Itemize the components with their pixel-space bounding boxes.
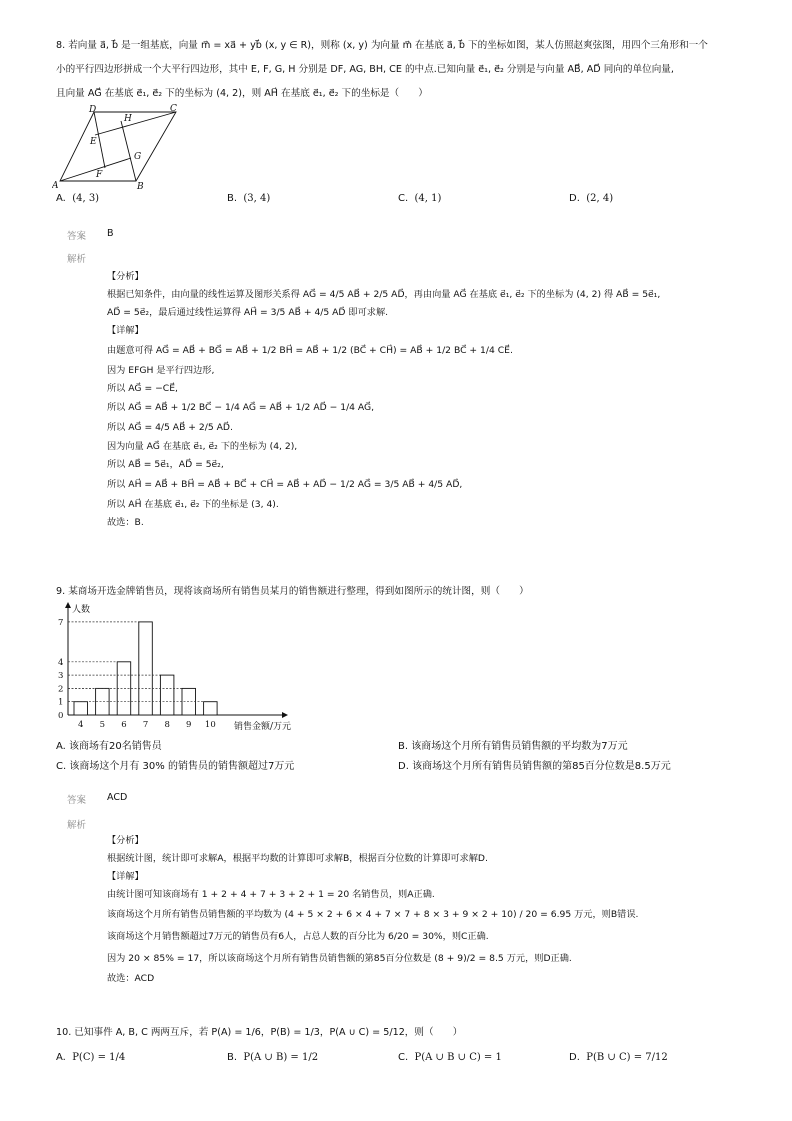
q8-sol-line: 所以 AG⃗ = 4/5 AB⃗ + 2/5 AD⃗. <box>107 422 233 433</box>
q9-sol-line: 故选：ACD <box>107 973 155 984</box>
bar-4 <box>74 702 88 715</box>
label-H: H <box>124 114 132 124</box>
q8-sol-line: 所以 AG⃗ = AB⃗ + 1/2 BC⃗ − 1/4 AG⃗ = AB⃗ + 1/2 AD⃗ − 1/4 AG⃗, <box>107 402 375 413</box>
y-tick-label: 7 <box>58 617 64 628</box>
q10-option-c[interactable]: C. P(A ∪ B ∪ C) = 1 <box>398 1052 502 1063</box>
label-A: A <box>52 181 59 190</box>
q9-bar-chart <box>52 600 312 735</box>
q9-stem: 9. 某商场开选金牌销售员，现将该商场所有销售员某月的销售额进行整理，得到如图所示的统计图，则（ ） <box>56 586 529 597</box>
y-tick-label: 1 <box>58 697 64 708</box>
q9-sol-line: 因为 20 × 85% = 17，所以该商场这个月所有销售员销售额的第85百分位数是 (8 + 9)/2 = 8.5 万元，则D正确. <box>107 953 572 964</box>
q8-option-b[interactable]: B. (3, 4) <box>227 193 271 204</box>
y-tick-label: 3 <box>58 671 64 682</box>
q8-analysis-label: 解析 <box>67 254 87 265</box>
q9-option-c[interactable]: C. 该商场这个月有 30% 的销售员的销售额超过7万元 <box>56 761 295 772</box>
label-D: D <box>89 105 97 115</box>
q8-parallelogram-figure <box>52 102 187 190</box>
q9-option-d[interactable]: D. 该商场这个月所有销售员销售额的第85百分位数是8.5万元 <box>398 761 671 772</box>
y-axis-label: 人数 <box>72 605 91 615</box>
bar-8 <box>160 675 174 715</box>
outer-parallelogram <box>60 112 176 181</box>
q9-option-a[interactable]: A. 该商场有20名销售员 <box>56 741 162 752</box>
q8-sol-line: 【分析】 <box>107 271 144 282</box>
q9-solution <box>107 832 638 988</box>
q8-sol-line: 所以 AH⃗ = AB⃗ + BH⃗ = AB⃗ + BC⃗ + CH⃗ = AB⃗ + AD⃗ − 1/2 AG⃗ = 3/5 AB⃗ + 4/5 AD⃗, <box>107 479 463 490</box>
q9-sol-line: 根据统计图，统计即可求解A，根据平均数的计算即可求解B，根据百分位数的计算即可求解D. <box>107 853 488 864</box>
q8-sol-line: AD⃗ = 5e⃗₂，最后通过线性运算得 AH⃗ = 3/5 AB⃗ + 4/5 AD⃗ 即可求解. <box>107 307 389 318</box>
x-tick-label: 4 <box>78 720 84 730</box>
y-tick-label: 4 <box>58 657 64 668</box>
q8-sol-line: 由题意可得 AG⃗ = AB⃗ + BG⃗ = AB⃗ + 1/2 BH⃗ = AB⃗ + 1/2 (BC⃗ + CH⃗) = AB⃗ + 1/2 BC⃗ + 1/4 CE⃗. <box>107 345 513 356</box>
bar-7 <box>139 622 153 715</box>
x-tick-label: 5 <box>99 720 106 730</box>
q10-option-b[interactable]: B. P(A ∪ B) = 1/2 <box>227 1052 319 1063</box>
x-tick-label: 10 <box>204 720 216 730</box>
q8-sol-line: 所以 AG⃗ = −CE⃗, <box>107 383 178 394</box>
q9-analysis-label: 解析 <box>67 820 87 831</box>
q8-option-c[interactable]: C. (4, 1) <box>398 193 442 204</box>
x-tick-label: 7 <box>142 720 149 730</box>
x-tick-label: 9 <box>186 720 192 730</box>
q8-sol-line: 所以 AB⃗ = 5e⃗₁，AD⃗ = 5e⃗₂, <box>107 459 224 470</box>
q8-answer-value: B <box>107 228 114 239</box>
q8-option-d[interactable]: D. (2, 4) <box>569 193 614 204</box>
q9-sol-line: 该商场这个月销售额超过7万元的销售员有6人，占总人数的百分比为 6/20 = 30%，则C正确. <box>107 931 489 942</box>
q10-stem: 10. 已知事件 A, B, C 两两互斥，若 P(A) = 1/6，P(B) = 1/3，P(A ∪ C) = 5/12，则（ ） <box>56 1027 463 1038</box>
q9-sol-line: 【分析】 <box>107 835 144 846</box>
y-tick-label: 2 <box>58 684 64 695</box>
label-F: F <box>96 170 103 180</box>
q8-option-a[interactable]: A. (4, 3) <box>56 193 100 204</box>
q8-stem-line1: 8. 若向量 a⃗, b⃗ 是一组基底，向量 m⃗ = xa⃗ + yb⃗ (x, y ∈ R)，则称 (x, y) 为向量 m⃗ 在基底 a⃗, b⃗ 下的坐标如图，某人仿照赵爽弦图，用四个三角形和一个 <box>56 40 708 51</box>
q8-stem-line3: 且向量 AG⃗ 在基底 e⃗₁, e⃗₂ 下的坐标为 (4, 2)，则 AH⃗ 在基底 e⃗₁, e⃗₂ 下的坐标是（ ） <box>56 88 428 99</box>
y-tick-label: 0 <box>58 711 64 721</box>
label-B: B <box>137 182 144 190</box>
q8-sol-line: 【详解】 <box>107 325 144 336</box>
q9-answer-value: ACD <box>107 792 128 803</box>
segment-CE <box>95 112 176 135</box>
q9-option-b[interactable]: B. 该商场这个月所有销售员销售额的平均数为7万元 <box>398 741 628 752</box>
q9-sol-line: 【详解】 <box>107 871 144 882</box>
x-axis-label: 销售金额/万元 <box>234 722 292 732</box>
q8-answer-label: 答案 <box>67 231 87 242</box>
y-axis-arrow <box>65 602 71 608</box>
bar-10 <box>204 702 218 715</box>
q8-sol-line: 根据已知条件，由向量的线性运算及图形关系得 AG⃗ = 4/5 AB⃗ + 2/5 AD⃗，再由向量 AG⃗ 在基底 e⃗₁, e⃗₂ 下的坐标为 (4, 2) 得 AB⃗ = 5e⃗₁, <box>107 289 661 300</box>
x-axis-arrow <box>282 712 288 718</box>
q9-sol-line: 该商场这个月所有销售员销售额的平均数为 (4 + 5 × 2 + 6 × 4 + 7 × 7 + 8 × 3 + 9 × 2 + 10) / 20 = 6.95 万元，则B错误. <box>107 909 639 920</box>
x-tick-label: 6 <box>121 720 127 730</box>
q10-option-d[interactable]: D. P(B ∪ C) = 7/12 <box>569 1052 668 1063</box>
q9-answer-label: 答案 <box>67 795 87 806</box>
q10-option-a[interactable]: A. P(C) = 1/4 <box>56 1052 126 1063</box>
q8-sol-line: 故选：B. <box>107 517 144 528</box>
q8-sol-line: 因为 EFGH 是平行四边形, <box>107 365 215 376</box>
q8-sol-line: 因为向量 AG⃗ 在基底 e⃗₁, e⃗₂ 下的坐标为 (4, 2), <box>107 441 298 452</box>
q8-stem-line2: 小的平行四边形拼成一个大平行四边形，其中 E, F, G, H 分别是 DF, AG, BH, CE 的中点.已知向量 e⃗₁, e⃗₂ 分别是与向量 AB⃗, AD⃗ 同向的单位向量, <box>56 64 674 75</box>
label-C: C <box>170 104 177 114</box>
label-E: E <box>90 137 97 147</box>
segment-BH <box>121 121 136 181</box>
q8-sol-line: 所以 AH⃗ 在基底 e⃗₁, e⃗₂ 下的坐标是 (3, 4). <box>107 499 279 510</box>
label-G: G <box>134 152 142 162</box>
q9-sol-line: 由统计图可知该商场有 1 + 2 + 4 + 7 + 3 + 2 + 1 = 20 名销售员，则A正确. <box>107 889 435 900</box>
q8-solution <box>107 268 660 532</box>
x-tick-label: 8 <box>164 720 170 730</box>
